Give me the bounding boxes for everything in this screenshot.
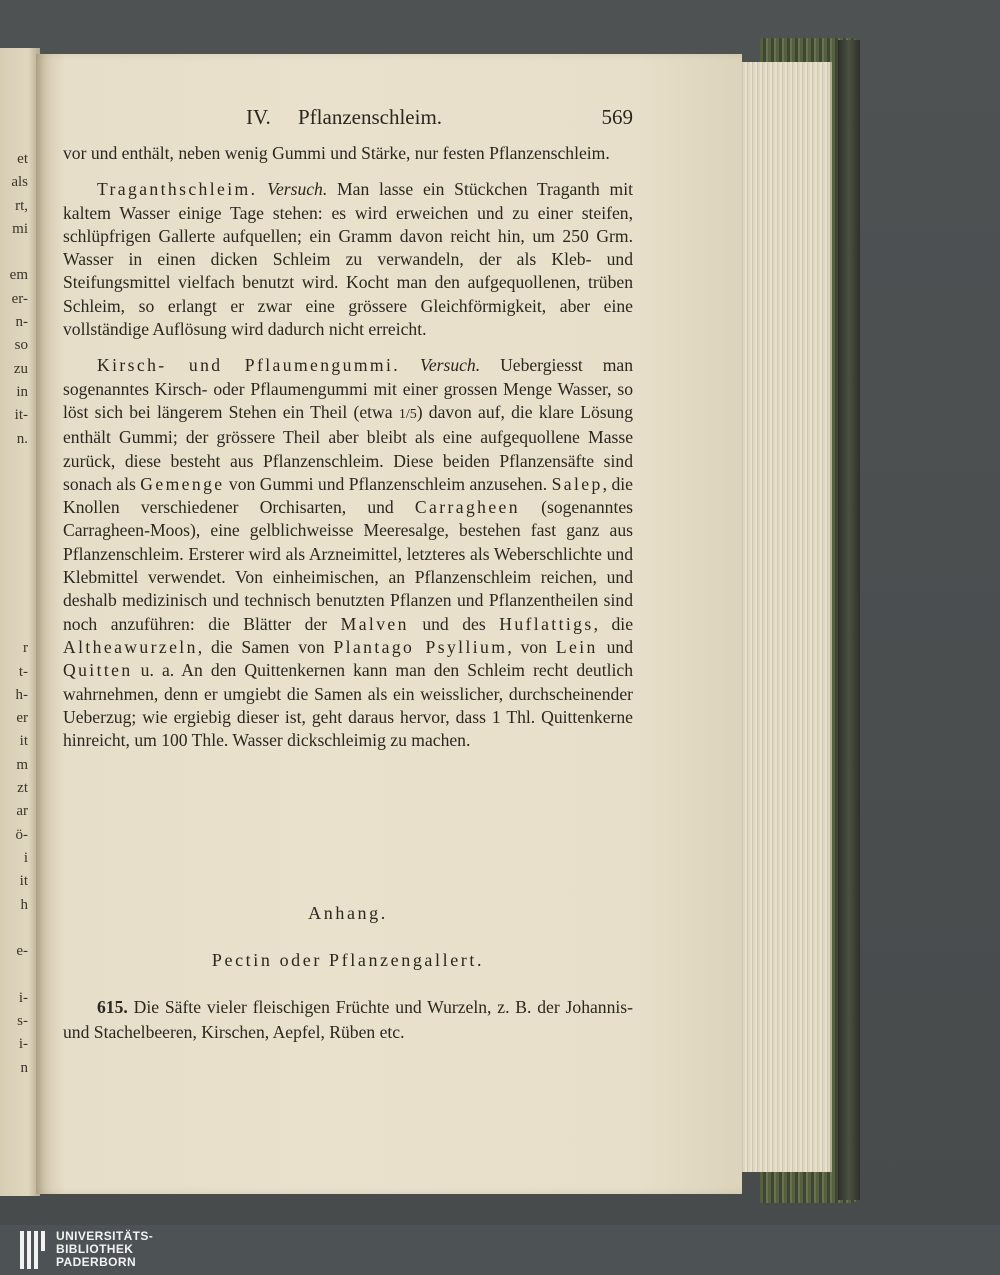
paragraph-text: (sogenanntes Carragheen-Moos), eine gelblichweisse Meeresalge, bestehen fast ganz aus Pflanzenschleim. Ersterer wird als Arzneimittel, letzteres als Weberschlichte und Klebmittel verwendet. Von einheimischen, an Pflanzenschleim reichen, und deshalb medizinisch und technisch benutzten Pflanzen und Pflanzentheilen sind noch anzuführen: die Blätter der — [63, 497, 633, 634]
versuch-label: Versuch. — [267, 179, 328, 200]
paragraph-text: und — [597, 636, 634, 657]
paragraph-traganthschleim — [63, 178, 633, 341]
paragraph-kirschgummi — [63, 354, 633, 752]
library-name: UNIVERSITÄTS- BIBLIOTHEK PADERBORN — [56, 1229, 154, 1269]
paragraph-text: , die — [593, 613, 634, 634]
running-title: Pflanzenschleim. — [298, 105, 443, 129]
term-quitten: Quitten — [63, 660, 133, 681]
paragraph-text: und des — [408, 613, 500, 634]
paragraph-text: , die Knollen verschiedener Orchisarten, und — [63, 473, 633, 518]
term-lein: Lein — [555, 636, 598, 657]
term-altheawurzeln: Altheawurzeln — [63, 636, 198, 657]
appendix-heading: Anhang. — [308, 903, 388, 923]
left-page-fragments: et als rt, mi em er- n- so zu in it- n. r t- h- er it m zt ar ö- i it h e- i- s- i- n — [9, 151, 28, 1076]
term-plantago: Plantago Psyllium — [333, 636, 508, 657]
page-edges — [735, 62, 832, 1172]
left-page — [0, 48, 40, 1196]
paragraph-text: ) davon auf, die klare Lösung enthält Gummi; der grössere Theil aber bleibt als eine aufgequollene Masse zurück, diese besteht aus Pflanzenschleim. Diese beiden Pflanzensäfte sind sonach als — [63, 401, 634, 494]
running-head — [63, 105, 633, 135]
paragraph-text: von Gummi und Pflanzenschleim anzusehen. — [224, 473, 552, 494]
paragraph-text: u. a. An den Quittenkernen kann man den Schleim recht deutlich wahrnehmen, denn er umgiebt die Samen als ein weisslicher, durchscheinender Ueberzug; wie ergiebig dieser ist, geht daraus hervor, dass 1 Thl. Quittenkerne hinreicht, um 100 Thle. Wasser dickschleimig zu machen. — [63, 660, 633, 751]
library-logo-icon — [18, 1229, 48, 1271]
term-traganthschleim: Traganthschleim. — [97, 179, 258, 200]
term-huflattigs: Huflattigs — [499, 613, 594, 634]
book-spine-edge — [838, 40, 860, 1200]
appendix-subheading: Pectin oder Pflanzengallert. — [211, 950, 485, 970]
paragraph-text: , die Samen von — [197, 636, 334, 657]
paragraph-text: Man lasse ein Stückchen Traganth mit kaltem Wasser einige Tage stehen: es wird erweichen und zu einer steifen, schlüpfrigen Gallerte aufquellen; ein Gramm davon reicht hin, um 250 Grm. Wasser in einen dicken Schleim zu verwandeln, der als Kleb- und Steifungsmittel vielfach benutzt wird. Kocht man den aufgequollenen, trüben Schleim, so erlangt er zwar eine grössere Gleichförmigkeit, aber eine vollständige Auflösung wird dadurch nicht erreicht. — [63, 179, 633, 340]
library-footer — [0, 1225, 1000, 1275]
paragraph-number: 615. — [97, 997, 128, 1017]
paragraph-text: Uebergiesst man sogenanntes Kirsch- oder Pflaumengummi mit einer grossen Menge Wasser, so löst sich bei längerem Stehen ein Theil (etwa — [63, 355, 634, 422]
paragraph-text: Die Säfte vieler fleischigen Früchte und Wurzeln, z. B. der Johannis- und Stachelbeeren, Kirschen, Aepfel, Rüben etc. — [63, 997, 633, 1042]
fraction: 1/5 — [398, 406, 417, 422]
page-number: 569 — [601, 105, 633, 129]
term-kirsch-pflaumengummi: Kirsch- und Pflaumengummi. — [97, 355, 401, 376]
paragraph-615 — [63, 995, 633, 1045]
term-malven: Malven — [340, 613, 409, 634]
body-text — [63, 142, 633, 752]
versuch-label: Versuch. — [420, 355, 481, 376]
term-carragheen: Carragheen — [414, 497, 520, 518]
term-gemenge: Gemenge — [140, 473, 225, 494]
term-salep: Salep — [551, 473, 603, 494]
chapter-number: IV. — [246, 105, 271, 129]
paragraph-1: vor und enthält, neben wenig Gummi und Stärke, nur festen Pflanzenschleim. — [63, 143, 610, 163]
paragraph-text: , von — [507, 636, 556, 657]
